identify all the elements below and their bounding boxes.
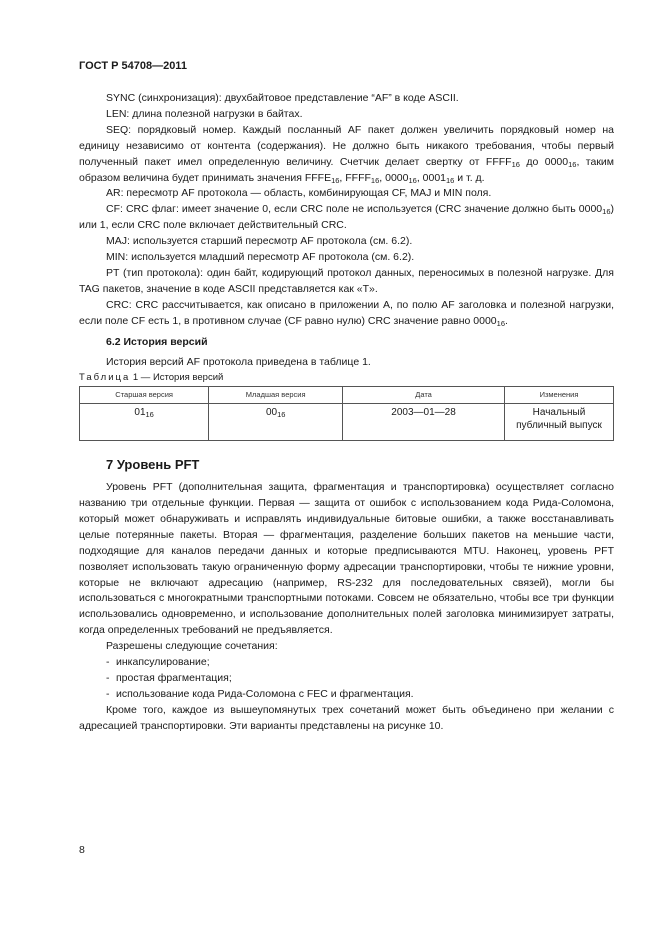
def-crc: CRC: CRC рассчитывается, как описано в приложении A, по полю AF заголовка и полезной нагрузки, если поле CF есть 1, в противном случае (CF равно нулю) CRC значение равно $0000_{16}$. — [79, 298, 614, 328]
def-pt: PT (тип протокола): один байт, кодирующий протокол данных, переносимых в полезной нагрузке. Для TAG пакетов, значение в коде ASCII представляется как «T». — [79, 266, 614, 295]
section-7-paragraph-3: Кроме того, каждое из вышеупомянутых трех сочетаний может быть объединено при желании с адресацией транспортировки. Эти варианты представлены на рисунке 10. — [79, 703, 614, 732]
def-len: LEN: длина полезной нагрузки в байтах. — [106, 107, 303, 120]
table-header-row — [80, 387, 614, 404]
list-item: - инкапсулирование; — [106, 656, 210, 669]
def-ar: AR: пересмотр AF протокола — область, комбинирующая CF, MAJ и MIN поля. — [106, 187, 492, 200]
section-7-title: 7 Уровень PFT — [106, 457, 200, 473]
list-item: - простая фрагментация; — [106, 672, 232, 684]
page-number: 8 — [79, 844, 85, 856]
table-row — [80, 404, 614, 441]
document-header: ГОСТ Р 54708—2011 — [79, 60, 187, 72]
def-min: MIN: используется младший пересмотр AF протокола (см. 6.2). — [106, 251, 415, 264]
col-date: Дата — [343, 387, 505, 404]
def-maj: MAJ: используется старший пересмотр AF протокола (см. 6.2). — [106, 235, 413, 248]
section-7-paragraph-2: Разрешены следующие сочетания: — [106, 640, 278, 653]
def-sync: SYNC (синхронизация): двухбайтовое представление “AF” в коде ASCII. — [106, 92, 459, 104]
section-6-2-text: История версий AF протокола приведена в таблице 1. — [106, 355, 371, 368]
def-seq: SEQ: порядковый номер. Каждый посланный AF пакет должен увеличить порядковый номер на единицу независимо от контента (содержания). Не должно быть никакого требования, чтобы первый полученный пакет имел определенную величину. Счетчик делает свертку от $FFFF_{16}$ до $0000_{16}$, таким образом величина будет принимать значения $FFFE_{16}$, $FFFF_{16}$, $0000_{16}$, $0001_{16}$ и т. д. — [79, 123, 615, 185]
table-caption: Таблица 1 — История версий — [79, 372, 224, 384]
col-changes: Изменения — [505, 387, 614, 404]
section-7-paragraph-1: Уровень PFT (дополнительная защита, фрагментация и транспортировка) осуществляет согласно названию три отдельные функции. Первая — защита от ошибок с использованием кода Рида-Соломона, который может обнаруживать и исправлять индивидуальные битовые ошибки, а также восстанавливать целые потерянные пакеты. Вторая — фрагментация, разделение больших пакетов на меньшие части, подходящие для каналов передачи данных и которые предписываются MTU. Наконец, уровень PFT позволяет использовать такую ограниченную форму адресации транспортировки, чтобы те нижние уровни, которые не включают адресацию (например, RS-232 для последовательных связей), могли бы использоваться с многократными транспортными потоками. Совсем не обязательно, чтобы все три функции использовались одновременно, и использование дополнительных полей заголовка минимизирует затраты, когда определенных требований не предъявляется. — [79, 481, 614, 637]
col-major: Старшая версия — [80, 387, 209, 404]
version-history-table — [79, 386, 614, 441]
col-minor: Младшая версия — [209, 387, 343, 404]
list-item: - использование кода Рида-Соломона с FEC и фрагментация. — [106, 687, 414, 700]
page-content — [79, 91, 614, 735]
cell-major: $01_{16}$ — [80, 404, 209, 441]
cell-changes: Начальный публичный выпуск — [505, 404, 614, 441]
cell-date: 2003—01—28 — [343, 404, 505, 441]
cell-minor: $00_{16}$ — [209, 404, 343, 441]
section-6-2-title: 6.2 История версий — [106, 335, 208, 348]
def-cf: CF: CRC флаг: имеет значение 0, если CRC поле не используется (CRC значение должно быть $0000_{16}$) или 1, если CRC поле включает действительный CRC. — [79, 203, 614, 232]
